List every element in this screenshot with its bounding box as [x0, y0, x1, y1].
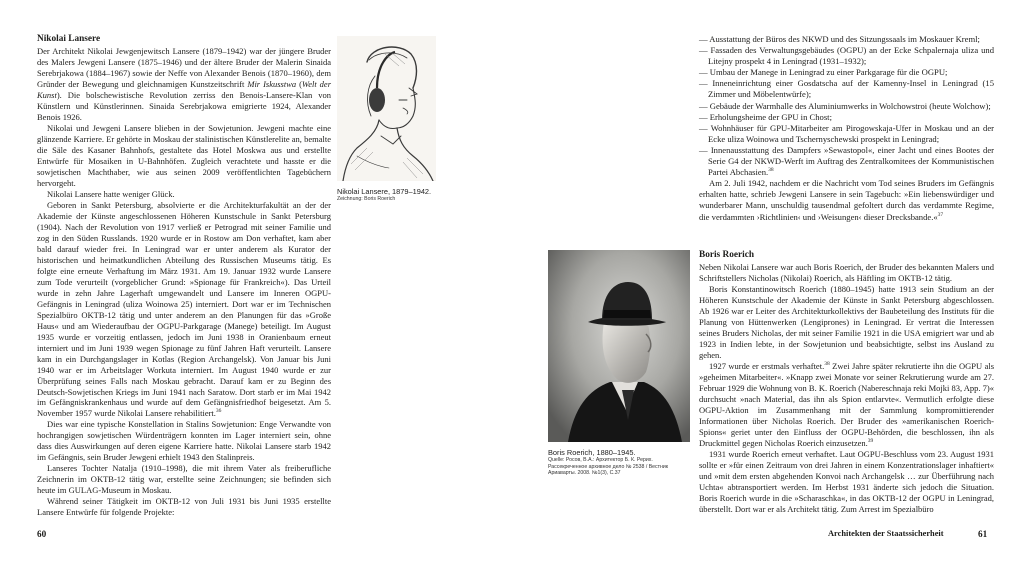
lansere-sketch-image — [337, 36, 436, 181]
footnote-ref: 38 — [824, 361, 830, 368]
project-item: — Innenausstattung des Dampfers »Sewastopol«, einer Jacht und eines Bootes der Serie G4 der NKWD-Werft im Auftrag des Zentralkomitees der Kommunistischen Partei Abchasien.$^{38}$ — [699, 144, 994, 178]
headphone-icon — [369, 88, 385, 112]
running-head: Architekten der Staatssicherheit — [828, 529, 944, 538]
project-item: — Erholungsheime der GPU in Chost; — [699, 111, 832, 122]
section-title-roerich: Boris Roerich — [699, 250, 754, 260]
paragraph-roerich-arrest: 1927 wurde er erstmals verhaftet.$^{38}$ Zwei Jahre später rekrutierte ihn die OGPU als »geheimen Mitarbeiter«. »Knapp zwei Monate vor seiner Rekrutierung wurde am 27. Februar 1929 die Wohnung von B. K. Roerich (Nabereschnaja reki Mojki 83, App. 7)« durchsucht »nach Material, das ihn als Spion entlarvte«. Vermutlich erfolgte diese OGPU-Aktion im Zusammenhang mit der Sammlung kompromittierender Informationen über Nicholas Roerich. Der Bruder des »amerikanischen Roerich-Spions« geriet unter den Einfluss der OGPU-Behörden, die beschlossen, ihn als Druckmittel gegen Nicholas Roerich einzusetzen.$^{39}$ — [699, 360, 995, 448]
roerich-photo-image — [548, 250, 690, 442]
footnote-ref: 36 — [215, 408, 222, 415]
lansere-caption-credit: Zeichnung: Boris Roerich — [337, 196, 396, 202]
paragraph-daughter: Lanseres Tochter Natalja (1910–1998), die mit ihrem Vater als freiberufliche Zeichnerin im OKTB-12 tätig war, erstellte seine Zeichnungen; sie befinden sich heute im GULAG-Museum in Moskau. — [37, 463, 331, 496]
right-top-text-column — [699, 34, 994, 223]
project-item: — Ausstattung der Büros des NKWD und des Sitzungssaals im Moskauer Kreml; — [699, 34, 980, 44]
project-item: — Inneneinrichtung einer Gosdatscha auf der Kamenny-Insel in Leningrad (15 Zimmer und Möbelentwürfe); — [699, 78, 994, 100]
project-list — [699, 34, 994, 178]
project-item: — Gebäude der Warmhalle des Aluminiumwerks in Wolchowstroi (heute Wolchow); — [699, 100, 991, 111]
section-title-lansere: Nikolai Lansere — [37, 34, 101, 44]
paragraph-intro: Der Architekt Nikolai Jewgenjewitsch Lansere (1879–1942) war der jüngere Bruder des Malers Jewgeni Lansere (1875–1946) und der ältere Bruder der Malerin Sinaida Serebrjakowa (1884–1967) sowie der Neffe von Alexander Benois (1870–1960), dem Gründer der Bewegung und gleichnamigen Kunstzeitschrift Mir Iskusstwa (Welt der Kunst). Die bolschewistische Revolution zerriss den Benois-Lansere-Klan von Künstlern und Künstlerinnen. Sinaida Serebrjakowa emigrierte 1924, Alexander Benois 1926. — [37, 45, 332, 122]
project-item: — Wohnhäuser für GPU-Mitarbeiter am Pirogowskaja-Ufer in Moskau und an der Ecke uliza Woinowa und Tschernyschewski prospekt in Leningrad; — [699, 122, 994, 144]
paragraph-roerich-biography: Boris Konstantinowitsch Roerich (1880–1945) hatte 1913 sein Studium an der Höheren Kunstschule der Akademie der Künste in Sankt Petersburg abgeschlossen. Ab 1926 war er Leiter des Architekturkollektivs der Baubeteilung des Instituts für die Planung von Hüttenwerken (Lengiprones) in Leningrad. Er vertrat die Interessen seines Bruders Nicholas, der mit seiner Familie 1921 in die USA emigriert war und ab 1923 in Indien lebte, in der Sowjetunion und beabsichtigte, selbst ins Ausland zu gehen. — [699, 283, 994, 360]
roerich-caption-title: Boris Roerich, 1880–1945. — [548, 448, 636, 457]
paragraph-diary: Am 2. Juli 1942, nachdem er die Nachricht vom Tod seines Bruders im Gefängnis erhalten hatte, schrieb Jewgeni Lansere in sein Tagebuch: »Ein liebenswürdiger und wunderbarer Mann, unschuldig tausendmal gefoltert durch das verdammte Regime, die verdammten ›Richtlinien‹ und ›Weisungen‹ dieser Drecksbande.«$^{37}$ — [699, 178, 994, 222]
roerich-caption-source: Рассекреченное архивное дело № 2538 / Вестник — [548, 463, 669, 470]
left-page-number: 60 — [37, 529, 47, 539]
paragraph-brothers: Nikolai und Jewgeni Lansere blieben in der Sowjetunion. Jewgeni machte eine glänzende Karriere. Er gehörte in Moskau der stalinistischen Künstlerelite an, bemalte die Säle des Kasaner Bahnhofs, gestaltete das Hotel Moskwa aus und erstellte Entwürfe für Mosaiken in U-Bahnhöfen. Zugleich verachtete und hasste er die sowjetischen Machthaber, wie aus seinen 2009 veröffentlichten Tagebüchern hervorgeht. — [37, 122, 331, 188]
roerich-caption-source: Ариаварты. 2008. №1(3), С.37 — [548, 470, 621, 477]
roerich-caption-source: Quelle: Росов, В.А.: Архитектор Б. К. Рерих. — [548, 457, 653, 463]
right-bottom-text-column — [699, 250, 994, 515]
paragraph-roerich-intro: Neben Nikolai Lansere war auch Boris Roerich, der Bruder des bekannten Malers und Schriftstellers Nicholas (Nikolai) Roerich, als Häftling im OKTB-12 tätig. — [699, 261, 994, 283]
footnote-ref: 38 — [768, 167, 774, 174]
paragraph-projects-intro: Während seiner Tätigkeit im OKTB-12 von Juli 1931 bis Juni 1935 erstellte Lansere Entwürfe für folgende Projekte: — [37, 496, 331, 518]
lansere-caption-title: Nikolai Lansere, 1879–1942. — [337, 187, 432, 196]
project-item: — Fassaden des Verwaltungsgebäudes (OGPU) an der Ecke Schpalernaja uliza und Litejny prospekt 4 in Leningrad (1931–1932); — [699, 45, 994, 67]
paragraph-luck: Nikolai Lansere hatte weniger Glück. — [47, 188, 175, 199]
lansere-portrait-drawing — [337, 36, 436, 181]
paragraph-constellation: Dies war eine typische Konstellation in Stalins Sowjetunion: Enge Verwandte von hochrangigen sowjetischen Würdenträgern konnten im Lager interniert sein, ohne dass dies Auswirkungen auf deren eigene Karriere hatte. Nikolai Lansere starb 1942 im Gefängnis, sein Bruder Jewgeni erhielt 1943 den Stalinpreis. — [37, 419, 331, 463]
footnote-ref: 39 — [867, 437, 874, 444]
project-item: — Umbau der Manege in Leningrad zu einer Parkgarage für die OGPU; — [699, 67, 948, 78]
left-text-column — [37, 34, 331, 518]
roerich-portrait-photo — [548, 250, 690, 442]
paragraph-biography: Geboren in Sankt Petersburg, absolvierte er die Architekturfakultät an der der Akademie der Künste angeschlossenen Höheren Kunstschule in Sankt Petersburg (1904). Nach der Revolution von 1917 verließ er Petrograd mit seiner Familie und zog in den Süden Russlands. 1920 wurde er in Rostow am Don verhaftet, kam aber bald darauf wieder frei. In Leningrad war er unter anderem als Kurator der historischen und heimatkundlichen Abteilung des Russischen Museums tätig. Es folgte eine erneute Verhaftung im März 1931. Am 19. Januar 1932 wurde Lansere zum Tode verurteilt (vorgeblicher Grund: »Spionage für Frankreich«). Das Urteil wurde in zehn Jahre Lagerhaft umgewandelt und Lansere im Inneren OGPU-Gefängnis in Leningrad (uliza Woinowa 25) interniert. Dort war er im Technischen Spezialbüro OKTB-12 tätig und unter anderem an den Planungen für das »Große Haus« und am Wiederaufbau der OGPU-Parkgarage (Manege) beteiligt. Im August 1935 wurde er vorzeitig entlassen, jedoch im Juni 1938 in Oranienbaum erneut interniert und im Juni 1939 wegen Spionage zu fünf Jahren Haft verurteilt. Lansere kam in ein Durchgangslager in Kotlas (Region Archangelsk). Von Januar bis Juni 1940 war er im Arbeitslager Workuta interniert. Im August 1940 wurde er zur Überprüfung seines Falls nach Moskau gebracht. Darauf kam er zu Beginn des Deutsch-Sowjetischen Kriegs im Juni 1941 nach Saratow. Dort starb er im Mai 1942 im Gefängniskrankenhaus und wurde auf dem Gefängnisfriedhof beigesetzt. Am 5. November 1957 wurde Nikolai Lansere rehabilitiert.$^{36}$ — [37, 199, 331, 419]
roerich-caption — [548, 448, 698, 477]
right-page-number: 61 — [978, 529, 988, 539]
paragraph-roerich-1931: 1931 wurde Roerich erneut verhaftet. Laut OGPU-Beschluss vom 23. August 1931 sollte er »für einen Zeitraum von drei Jahren in einem Konzentrationslager inhaftiert« und »mit dem ersten abgehenden Konvoi nach Archangelsk … zur Überführung nach Uchta« abtransportiert werden. Im Herbst 1931 änderte sich jedoch die Situation. Boris Roerich wurde in die »Scharaschka«, in das OKTB-12 der OGPU in Leningrad, überstellt. Dort war er als Architekt tätig. Zum Arrest im Spezialbüro — [699, 448, 994, 514]
lansere-caption — [337, 187, 447, 203]
footnote-ref: 37 — [937, 211, 944, 218]
